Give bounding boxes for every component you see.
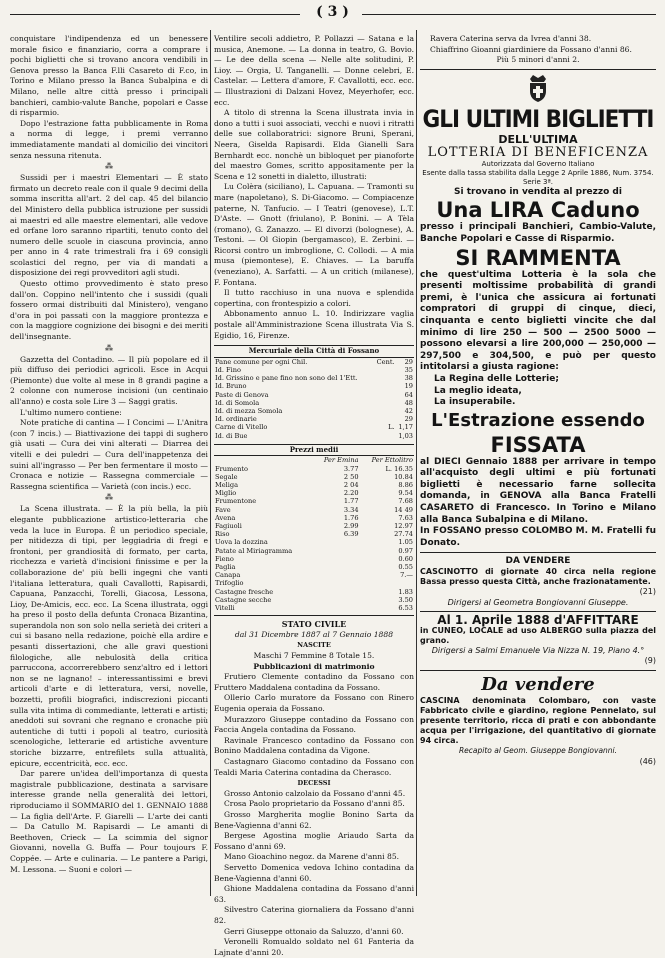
- decesso-entry: Veronelli Romualdo soldato nel 61 Fanteria da Lajnate d'anni 20.: [214, 937, 414, 957]
- prezzi-row: [214, 579, 414, 587]
- mercuriale-item: Id. Fino: [215, 366, 241, 375]
- mercuriale-item: Paste di Genova: [215, 390, 269, 399]
- prezzi-item: Riso: [215, 530, 230, 539]
- prezzi-item: Paglia: [215, 563, 236, 572]
- mercuriale-unit: Cent.: [376, 357, 395, 366]
- mercuriale-row: [214, 423, 414, 431]
- prezzi-ettolitro: 7.63: [398, 513, 413, 522]
- prezzi-ettolitro: 8.86: [398, 481, 413, 490]
- prezzi-item: Avena: [215, 513, 236, 522]
- paragraph: Abbonamento annuo L. 10. Indirizzare vaglia postale all'Amministrazione Scena illustrata Via S. Egidio, 16, Firenze.: [214, 309, 414, 340]
- matrimoni-title: Pubblicazioni di matrimonio: [253, 661, 375, 671]
- prezzi-emina: 2 04: [343, 481, 359, 490]
- ad-title-3: La insuperabile.: [434, 397, 516, 408]
- divider: [420, 552, 656, 553]
- prezzi-row: [214, 555, 414, 563]
- divider: [214, 615, 414, 616]
- royal-crest-icon: [525, 73, 551, 103]
- mercuriale-item: Id. Grissino e pane fino non sono del 1'Ett.: [215, 374, 358, 383]
- article-sussidi: Sussidi per i maestri Elementari — È stato firmato un decreto reale con il quale 9 decimi della somma inscritta all'art. 2 del cap. 45 del bilancio del Ministero della pubblica istruzione per sussidi ai maestri ed alle maestre elementari, alle vedove ed orfane loro saranno ripartiti, tenuto conto del numero delle scuole in ciascuna provincia, anno per anno in 4 rate trimestrali fra i 69 consigli scolastici del regno, per via di mandati a disposizione dei regi provveditori agli studi.: [10, 173, 208, 278]
- ad-contact: Dirigersi a Salmi Emanuele Via Nizza N. 19, Piano 4.°: [431, 645, 645, 655]
- prezzi-ettolitro: 14 49: [394, 505, 413, 514]
- header-rule-right: [362, 14, 656, 15]
- mercuriale-unit: [374, 432, 396, 440]
- column-divider-1: [210, 30, 211, 896]
- prezzi-row: [214, 571, 414, 579]
- ad-text: in CUNEO, LOCALE ad uso ALBERGO sulla piazza del grano.: [420, 625, 656, 645]
- prezzi-ettolitro: L. 16.35: [385, 464, 413, 473]
- mercuriale-title: Mercuriale della Città di Fossano: [214, 345, 414, 358]
- prezzi-emina: [313, 563, 359, 571]
- prezzi-header: Per Ettolitro: [371, 456, 413, 465]
- prezzi-emina: 1.77: [343, 497, 359, 506]
- prezzi-header-blank: [214, 456, 313, 464]
- prezzi-emina: [313, 555, 359, 563]
- matrimonio-entry: Castagnaro Giacomo contadino da Fossano con Tealdi Maria Caterina contadina da Cherasco.: [214, 757, 414, 777]
- ad-on-sale: Si trovano in vendita al prezzo di: [454, 186, 622, 197]
- decesso-entry: Gerri Giuseppe ottonaio da Saluzzo, d'anni 60.: [224, 926, 404, 936]
- ad-title: Da vendere: [481, 674, 595, 695]
- mercuriale-row: [214, 374, 414, 382]
- mercuriale-value: 19: [404, 382, 413, 391]
- prezzi-item: Fave: [215, 505, 231, 514]
- ad-ref: (21): [639, 587, 656, 597]
- separator-stars: ⁂: [105, 343, 113, 353]
- prezzi-ettolitro: 0.97: [398, 546, 413, 555]
- ad-fissata: FISSATA: [490, 432, 586, 457]
- ad-ref: (46): [639, 756, 656, 766]
- column-2: [214, 34, 414, 958]
- prezzi-ettolitro: 7.68: [398, 497, 413, 506]
- mercuriale-value: 64: [404, 390, 413, 399]
- paragraph: conquistare l'indipendenza ed un benessere morale fisico e finanziario, corra a comprare i pochi biglietti che si trovano ancora vendibili in Genova presso la Banca F.lli Casareto di F.co, in Torino e Milano presso la Banca Subalpina e di Milano, nelle altre città presso i principali banchieri, cambio-valute Banche, popolari e Casse di risparmio.: [10, 34, 208, 118]
- nascite-title: NASCITE: [297, 641, 331, 650]
- divider: [420, 611, 656, 612]
- matrimonio-entry: Ravinale Francesco contadino da Fossano con Bonino Maddalena contadina da Vigone.: [214, 735, 414, 756]
- divider: [420, 670, 656, 671]
- decesso-entry: Grosso Antonio calzolaio da Fossano d'anni 45.: [224, 788, 406, 798]
- prezzi-item: Frumento: [215, 464, 248, 473]
- prezzi-row: [214, 489, 414, 497]
- prezzi-item: Canapa: [215, 571, 241, 580]
- prezzi-emina: 3.34: [343, 505, 359, 514]
- ad-contact: Recapito al Geom. Giuseppe Bongiovanni.: [458, 746, 618, 755]
- prezzi-row: [214, 596, 414, 604]
- mercuriale-value: 38: [404, 374, 413, 383]
- ad-where: presso i principali Banchieri, Cambio-Valute, Banche Popolari e Casse di Risparmio.: [420, 222, 656, 244]
- article-scena-cont: Dar parere un'idea dell'importanza di questa magistrale pubblicazione, destinata a sarvisare interesse grande nella generalità dei lettori, riproduciamo il SOMMARIO del 1. GENNAIO 1888 — La figlia dell'Arte. F. Giarelli — L'arte dei canti — Da Catullo M. Rapisardi — Le amanti di Beethoven, Crieck — La scimmia del signor Giovanni, novella G. Buffa — Pour toujours F. Coppée. — Arte e culinaria. — Le pantere a Parigi, M. Lessona. — Suoni e colori —: [10, 769, 208, 874]
- prezzi-ettolitro: 0.60: [398, 554, 413, 563]
- prezzi-row: [214, 497, 414, 505]
- prezzi-item: Castagne secche: [215, 595, 272, 604]
- mercuriale-value: 29: [404, 357, 413, 366]
- prezzi-row: [214, 522, 414, 530]
- decesso-entry: Servetto Domenica vedova Ichino contadina da Bene-Vagienna d'anni 60.: [214, 862, 414, 883]
- decesso-entry: Ravera Caterina serva da Ivrea d'anni 38.: [430, 34, 592, 43]
- prezzi-emina: [313, 588, 359, 596]
- prezzi-ettolitro: 12.97: [394, 522, 413, 531]
- prezzi-emina: [313, 604, 359, 612]
- ad-authorized: Autorizzata dal Governo Italiano: [481, 159, 595, 168]
- prezzi-ettolitro: 0.55: [398, 563, 413, 572]
- matrimonio-entry: Ollerio Carlo muratore da Fossano con Rinero Eugenia operaia da Fossano.: [214, 693, 414, 714]
- ad-price: Una LIRA Caduno: [436, 198, 640, 223]
- stato-civile-title: STATO CIVILE: [281, 619, 347, 630]
- prezzi-emina: [313, 571, 359, 579]
- mercuriale-unit: [374, 391, 396, 399]
- prezzi-emina: [313, 579, 359, 587]
- mercuriale-row: [214, 382, 414, 390]
- mercuriale-value: 29: [404, 415, 413, 424]
- prezzi-item: Segale: [215, 472, 238, 481]
- prezzi-item: Trifoglio: [215, 579, 244, 588]
- prezzi-row: [214, 547, 414, 555]
- prezzi-header-row: [214, 456, 414, 464]
- mercuriale-value: 1,03: [398, 431, 413, 440]
- prezzi-item: Frumentone: [215, 497, 257, 506]
- mercuriale-unit: L.: [388, 423, 395, 432]
- column-3: [420, 34, 656, 767]
- decesso-entry: Mano Gioachino negoz. da Marene d'anni 85.: [224, 852, 400, 862]
- prezzi-ettolitro: 9.54: [398, 489, 413, 498]
- ad-da-vendere-cascina: [420, 674, 656, 767]
- prezzi-item: Miglio: [215, 489, 237, 498]
- prezzi-table: [214, 456, 414, 612]
- column-divider-2: [416, 30, 417, 896]
- matrimonio-entry: Frutiero Clemente contadino da Fossano con Fruttero Maddalena contadina da Fossano.: [214, 672, 414, 692]
- prezzi-emina: 1.76: [343, 513, 359, 522]
- ad-fossano: In FOSSANO presso COLOMBO M. M. Fratelli fu Donato.: [420, 526, 656, 548]
- ad-text: CASCINOTTO di giornate 40 circa nella regione Bassa presso questa Città, anche frazionatamente.: [420, 567, 656, 587]
- article-sussidi-cont: Questo ottimo provvedimento è stato preso dall'on. Coppino nell'intento che i sussidi (quali fossero ormai distribuiti dal Ministero), vengano d'ora in poi passati con la maggiore prontezza e con la maggiore cognizione dei bisogni e dei meriti dell'insegnante.: [10, 279, 208, 342]
- prezzi-item: Castagne fresche: [215, 587, 274, 596]
- decesso-entry: Silvestro Caterina giornaliera da Fossano d'anni 82.: [214, 905, 414, 925]
- prezzi-item: Uova la dozzina: [215, 538, 268, 547]
- mercuriale-row: [214, 407, 414, 415]
- mercuriale-item: Carne di Vitello: [215, 423, 268, 432]
- mercuriale-unit: [374, 399, 396, 407]
- decesso-entry: Grosso Margherita moglie Bonino Sarta da Bene-Vagienna d'anni 62.: [214, 809, 414, 830]
- prezzi-emina: 2.99: [343, 522, 359, 531]
- decesso-entry: Bergese Agostina moglie Ariaudo Sarta da Fossano d'anni 69.: [214, 831, 414, 851]
- paragraph: Lu Colèra (siciliano), L. Capuana. — Tramonti su mare (napoletano), S. Di-Giacomo. — Compiacenze paterne, N. Tanfucio. — I Teatri (genovese), L.T. D'Aste. — Gnott (friulano), P. Bonini. — A Tèla (romano), G. Zanazzo. — El divorzi (bolognese), A. Testoni. — Ol Giopin (bergamasco), E. Zerbini. — Ricorsi contro un imbroglione, C. Collodi. — A mia musa (piemontese), E. Chiaves. — La baruffa (veneziano), A. Sarfatti. — A un critich (milanese), F. Fontana.: [214, 182, 414, 287]
- mercuriale-unit: [374, 366, 396, 374]
- prezzi-emina: [313, 538, 359, 546]
- ad-title: DA VENDERE: [505, 556, 571, 567]
- matrimonio-entry: Murazzoro Giuseppe contadino da Fossano con Faccia Angela contadina da Fossano.: [214, 714, 414, 735]
- mercuriale-item: Pane comune per ogni Chil.: [215, 357, 308, 366]
- stato-civile-date: dal 31 Dicembre 1887 al 7 Gennaio 1888: [234, 629, 394, 639]
- ad-reminder: SI RAMMENTA: [455, 245, 621, 270]
- mercuriale-row: [214, 415, 414, 423]
- prezzi-ettolitro: 6.53: [398, 604, 413, 613]
- page-number: ( 3 ): [316, 4, 349, 20]
- ad-headline: GLI ULTIMI BIGLIETTI: [422, 104, 654, 133]
- paragraph: A titolo di strenna la Scena illustrata invia in dono a tutti i suoi associati, vecchi e nuovi i ritratti delle sue collaboratrici: signore Bruni, Sperani, Neera, Giselda Rapisardi. Elda Gianelli Sara Bernhardt ecc. nonchè un bibloquet per pianoforte del maestro Gomes, scritto appositamente per la Scena e 12 sonetti in dialetto, illustrati:: [214, 108, 414, 181]
- separator-stars: ⁂: [105, 493, 113, 503]
- decesso-entry: Ghione Maddalena contadina da Fossano d'anni 63.: [214, 884, 414, 904]
- decesso-entry: Chiaffrino Gioanni giardiniere da Fossano d'anni 86.: [430, 44, 632, 54]
- paragraph: Il tutto racchiuso in una nuova e splendida copertina, con frontespizio a colori.: [214, 288, 414, 308]
- article-gazzetta-items: Note pratiche di cantina — I Concimi — L'Anitra (con 7 incis.) — Biattivazione dei tappi di sughero già usati — Cura dei vini alterati — Diarrea dei vitelli e dei puledri — Cura dell'inappetenza dei suini all'ingrasso — Per ben fermentare il mosto — Cronaca e notizie — Rassegna commerciale — Rassegna scientifica — Varietà (con incis.) ecc.: [10, 418, 208, 491]
- article-gazzetta-cont: L'ultimo numero contiene:: [20, 407, 122, 417]
- matrimoni-list: [214, 672, 414, 778]
- prezzi-item: Vitelli: [215, 604, 235, 613]
- prezzi-item: Fagiuoli: [215, 522, 242, 531]
- prezzi-row: [214, 514, 414, 522]
- article-gazzetta: Gazzetta del Contadino. — Il più popolare ed il più diffuso dei periodici agricoli. Esce in Acqui (Piemonte) due volte al mese in 8 grandi pagine a 2 colonne con numerose incisioni (un centinaio all'anno) e costa sole Lire 3 — Saggi gratis.: [10, 354, 208, 406]
- prezzi-ettolitro: 10.84: [394, 472, 413, 481]
- ad-text: CASCINA denominata Colombaro, con vaste Fabbricato civile e giardino, regione Pennelato, sul presente territorio, ricca di prati e con abbondante acqua per l'irrigazione, del quantitativo di giornate 94 circa.: [420, 696, 656, 745]
- prezzi-title: Prezzi medii: [214, 444, 414, 457]
- prezzi-row: [214, 588, 414, 596]
- lottery-ad: [420, 73, 656, 550]
- ad-contact: Dirigersi al Geometra Bongiovanni Giuseppe.: [447, 597, 629, 607]
- ad-subtitle: DELL'ULTIMA: [498, 132, 578, 146]
- prezzi-header: Per Emina: [323, 456, 359, 465]
- ad-estrazione: L'Estrazione essendo: [431, 409, 645, 431]
- prezzi-ettolitro: 27.74: [394, 530, 413, 539]
- mercuriale-row: [214, 391, 414, 399]
- separator-stars: ⁂: [105, 162, 113, 172]
- mercuriale-unit: [374, 415, 396, 423]
- prezzi-row: [214, 465, 414, 473]
- ad-affittare: [420, 615, 656, 667]
- mercuriale-value: 35: [404, 366, 413, 375]
- divider: [420, 69, 656, 70]
- mercuriale-table: [214, 358, 414, 440]
- ad-closing: al DIECI Gennaio 1888 per arrivare in tempo all'acquisto degli ultimi e più fortunati biglietti è necessario farne sollecita domanda, in GENOVA alla Banca Fratelli CASARETO di Francesco. In Torino e Milano alla Banca Subalpina e di Milano.: [420, 456, 656, 525]
- prezzi-emina: [313, 596, 359, 604]
- ad-da-vendere-cascinotto: [420, 556, 656, 608]
- ad-body: che quest'ultima Lotteria è la sola che presenti moltissime probabilità di grandi premi, è l'unica che assicura ai fortunati compratori di gruppi di cinque, dieci, cinquanta e cento biglietti vincite che dal minimo di lire 250 — 500 — 2500 5000 — possono elevarsi a lire 200,000 — 250,000 — 297,500 e 304,500, e può per questo intitolarsi a giusta ragione:: [420, 269, 656, 373]
- prezzi-ettolitro: 3.50: [398, 595, 413, 604]
- prezzi-row: [214, 481, 414, 489]
- ad-title: Al 1. Aprile 1888 d'AFFITTARE: [437, 613, 639, 628]
- prezzi-ettolitro: 1.05: [398, 538, 413, 547]
- mercuriale-unit: [374, 374, 396, 382]
- mercuriale-value: 42: [404, 407, 413, 416]
- ad-exempt: Esente dalla tassa stabilita dalla Legge 2 Aprile 1886, Num. 3754. Serie 3ª.: [422, 168, 654, 186]
- mercuriale-item: Id. Bruno: [215, 382, 247, 391]
- ad-title-1: La Regina delle Lotterie;: [434, 373, 559, 384]
- prezzi-emina: 2 50: [343, 472, 359, 481]
- prezzi-row: [214, 563, 414, 571]
- ad-title-2: La meglio ideata,: [434, 385, 522, 396]
- prezzi-emina: 2.20: [343, 489, 359, 498]
- prezzi-ettolitro: 1.83: [398, 587, 413, 596]
- mercuriale-row: [214, 432, 414, 440]
- paragraph: Dopo l'estrazione fatta pubblicamente in Roma a norma di legge, i premi verranno immediatamente mandati al domicilio dei vincitori senza nessuna ritenuta.: [10, 118, 208, 160]
- prezzi-ettolitro: 7.—: [400, 571, 413, 580]
- decessi-title: DECESSI: [297, 779, 331, 788]
- prezzi-emina: 6.39: [343, 530, 359, 539]
- prezzi-row: [214, 506, 414, 514]
- prezzi-item: Fieno: [215, 554, 234, 563]
- mercuriale-row: [214, 358, 414, 366]
- prezzi-row: [214, 473, 414, 481]
- prezzi-item: Patate al Miriagramma: [215, 546, 293, 555]
- page-header: [0, 4, 665, 26]
- decessi-list: [214, 789, 414, 958]
- prezzi-ettolitro: [360, 579, 414, 587]
- mercuriale-unit: [374, 407, 396, 415]
- paragraph: Ventilire secoli addietro, P. Pollazzi — Satana e la musica, Anemone. — La donna in teatro, G. Bovio. — Le dee della scena — Nelle alte solitudini, P. Lioy. — Orgia, U. Tanganelli. — Donne celebri, E. Castelar. — Lettera d'amore, F. Cavallotti, ecc. ecc. — Illustrazioni di Dalzani Hovez, Meyerhofer, ecc. ecc.: [214, 34, 414, 107]
- minori-text: Più 5 minori d'anni 2.: [496, 55, 580, 65]
- mercuriale-item: Id. di Somola: [215, 398, 260, 407]
- mercuriale-value: 48: [404, 398, 413, 407]
- article-scena: La Scena illustrata. — È la più bella, la più elegante pubblicazione artistico-letteraria che veda la luce in Europa. È un periodico speciale, per nitidezza di tipi, per leggiadria di fregi e frontoni, per grandiosità di formato, per carta, ricchezza e varietà d'incisioni finissime e per la collaborazione de' più belli ingegni che vanti l'italiana letteratura, quali Cavallotti, Rapisardi, Capuana, Panzacchi, Torelli, Giacosa, Lessona, Lioy, De-Amicis, ecc. ecc. La Scena illustrata, oggi ha preso il posto della defunta Cronaca Bizantina, superandola non son solo nella serietà dei criteri a cui si basano nella redazione, poichè ella ardire e pesanti dissertazioni, che alle gravi questioni filologiche, alle nebulosità della critica parruccona, accorrerebbero senz'altro ed i lettori non se ne lagnano! – interessantissimi e brevi articoli d'arte e di letteratura, versi, novelle, bozzetti, profili biografici, indiscrezioni piccanti sulla vita intima di commediante, letterati e artisti; aneddoti sui sovrani che regnano e cronache più autentiche di tutti i popoli al teatro, curiosità scenologiche, letterarie ed artistiche avventure storiche bizzarre, entrefilets sulla attualità, epicure, eccentricità, ecc. ecc.: [10, 504, 208, 768]
- mercuriale-item: Id. ordinarie: [215, 415, 257, 424]
- prezzi-item: Meliga: [215, 481, 239, 490]
- ad-ref: (9): [644, 656, 656, 666]
- prezzi-emina: 3.77: [343, 464, 359, 473]
- column-1: [10, 34, 208, 875]
- prezzi-row: [214, 538, 414, 546]
- ad-lottery-name: LOTTERIA DI BENEFICENZA: [427, 144, 649, 160]
- mercuriale-row: [214, 366, 414, 374]
- mercuriale-item: Id. di mezza Somola: [215, 407, 283, 416]
- prezzi-row: [214, 530, 414, 538]
- mercuriale-item: Id. di Bue: [215, 431, 248, 440]
- prezzi-row: [214, 604, 414, 612]
- decesso-entry: Crosa Paolo proprietario da Fossano d'anni 85.: [224, 799, 405, 809]
- nascite-text: Maschi 7 Femmine 8 Totale 15.: [253, 651, 375, 661]
- mercuriale-unit: [374, 382, 396, 390]
- prezzi-emina: [313, 547, 359, 555]
- mercuriale-row: [214, 399, 414, 407]
- mercuriale-value: 1,17: [398, 423, 413, 432]
